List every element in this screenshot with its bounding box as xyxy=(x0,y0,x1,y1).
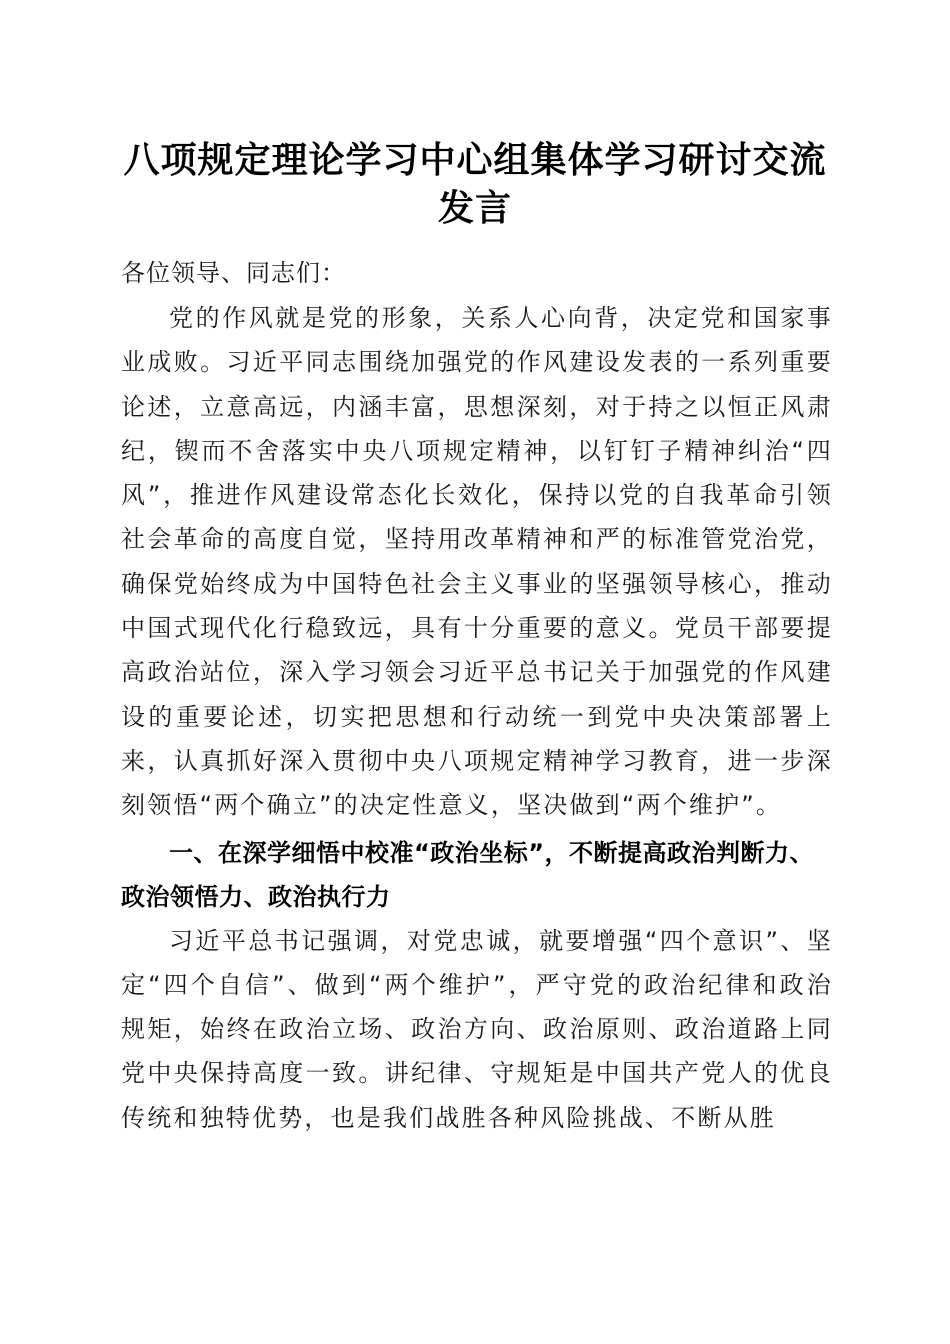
salutation: 各位领导、同志们： xyxy=(121,259,346,287)
document-body xyxy=(121,250,833,1140)
section-heading: 一、在深学细悟中校准“政治坐标”，不断提高政治判断力、政治领悟力、政治执行力 xyxy=(121,838,815,911)
section-paragraph: 习近平总书记强调，对党忠诚，就要增强“四个意识”、坚定“四个自信”、做到“两个维护”，严守党的政治纪律和政治规矩，始终在政治立场、政治方向、政治原则、政治道路上同党中央保持高度一致。讲纪律、守规矩是中国共产党人的优良传统和独特优势，也是我们战胜各种风险挑战、不断从胜 xyxy=(121,926,833,1132)
document-title: 八项规定理论学习中心组集体学习研讨交流发言 xyxy=(123,139,827,229)
intro-paragraph: 党的作风就是党的形象，关系人心向背，决定党和国家事业成败。习近平同志围绕加强党的作风建设发表的一系列重要论述，立意高远，内涵丰富，思想深刻，对于持之以恒正风肃纪，锲而不舍落实中央八项规定精神，以钉钉子精神纠治“四风”，推进作风建设常态化长效化，保持以党的自我革命引领社会革命的高度自觉，坚持用改革精神和严的标准管党治党，确保党始终成为中国特色社会主义事业的坚强领导核心，推动中国式现代化行稳致远，具有十分重要的意义。党员干部要提高政治站位，深入学习领会习近平总书记关于加强党的作风建设的重要论述，切实把思想和行动统一到党中央决策部署上来，认真抓好深入贯彻中央八项规定精神学习教育，进一步深刻领悟“两个确立”的决定性意义，坚决做到“两个维护”。 xyxy=(121,304,833,820)
